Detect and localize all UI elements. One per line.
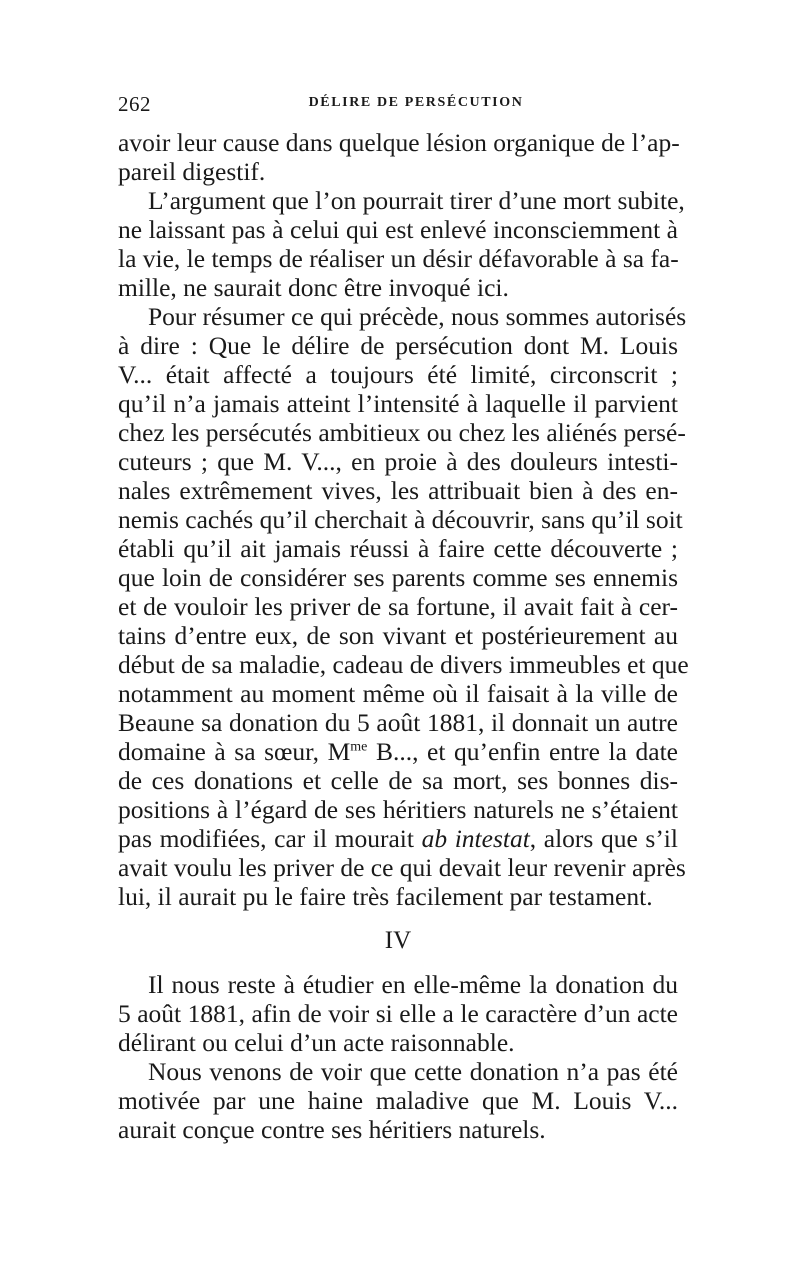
section-heading: IV <box>384 927 412 954</box>
text-line: positions à l’égard de ses héritiers naturels ne s’étaient <box>118 795 678 824</box>
text-line: motivée par une haine maladive que M. Louis V... <box>118 1086 678 1115</box>
text-line: à dire : Que le délire de persécution dont M. Louis <box>118 331 678 360</box>
text-line: qu’il n’a jamais atteint l’intensité à laquelle il parvient <box>118 389 678 418</box>
text-line: lui, il aurait pu le faire très facilement par testament. <box>118 882 653 911</box>
running-head: DÉLIRE DE PERSÉCUTION <box>308 95 524 110</box>
text-line: délirant ou celui d’un acte raisonnable. <box>118 1028 515 1057</box>
text-line: établi qu’il ait jamais réussi à faire cette découverte ; <box>118 534 678 563</box>
text-line: Beaune sa donation du 5 août 1881, il donnait un autre <box>118 708 678 737</box>
text-line: avait voulu les priver de ce qui devait leur revenir après <box>118 853 686 882</box>
text-line: Il nous reste à étudier en elle-même la donation du <box>148 970 678 999</box>
text-line: Nous venons de voir que cette donation n’a pas été <box>148 1057 678 1086</box>
page-number: 262 <box>118 92 151 116</box>
text-line: notamment au moment même où il faisait à la ville de <box>118 679 678 708</box>
text-line: Pour résumer ce qui précède, nous sommes autorisés <box>148 302 687 331</box>
text-line: nales extrêmement vives, les attribuait bien à des en- <box>118 476 678 505</box>
text-line: la vie, le temps de réaliser un désir défavorable à sa fa- <box>118 244 679 273</box>
text-fragment: , alors que s’il <box>529 824 678 853</box>
text-line: ne laissant pas à celui qui est enlevé inconsciemment à <box>118 215 678 244</box>
text-line: aurait conçue contre ses héritiers naturels. <box>118 1115 546 1144</box>
text-line: L’argument que l’on pourrait tirer d’une mort subite, <box>148 186 685 215</box>
page-header <box>118 92 678 116</box>
italic-phrase: ab intestat <box>421 824 530 853</box>
text-line: chez les persécutés ambitieux ou chez les aliénés persé- <box>118 418 686 447</box>
text-line: que loin de considérer ses parents comme ses ennemis <box>118 563 678 592</box>
superscript: me <box>350 739 368 755</box>
text-line: mille, ne saurait donc être invoqué ici. <box>118 273 509 302</box>
text-line: tains d’entre eux, de son vivant et postérieurement au <box>118 621 678 650</box>
text-line: début de sa maladie, cadeau de divers immeubles et que <box>118 650 689 679</box>
text-line: avoir leur cause dans quelque lésion organique de l’ap- <box>118 128 680 157</box>
text-line <box>118 824 678 853</box>
text-line <box>118 737 678 766</box>
text-fragment: B..., et qu’enfin entre la date <box>367 737 678 766</box>
text-line: V... était affecté a toujours été limité, circonscrit ; <box>118 360 678 389</box>
text-line: cuteurs ; que M. V..., en proie à des douleurs intesti- <box>118 447 678 476</box>
text-line: de ces donations et celle de sa mort, ses bonnes dis- <box>118 766 678 795</box>
text-fragment: domaine à sa sœur, M <box>118 737 351 766</box>
text-line: pareil digestif. <box>118 157 266 186</box>
text-line: et de vouloir les priver de sa fortune, il avait fait à cer- <box>118 592 678 621</box>
text-fragment: pas modifiées, car il mourait <box>118 824 422 853</box>
text-line: 5 août 1881, afin de voir si elle a le caractère d’un acte <box>118 999 678 1028</box>
text-line: nemis cachés qu’il cherchait à découvrir, sans qu’il soit <box>118 505 683 534</box>
